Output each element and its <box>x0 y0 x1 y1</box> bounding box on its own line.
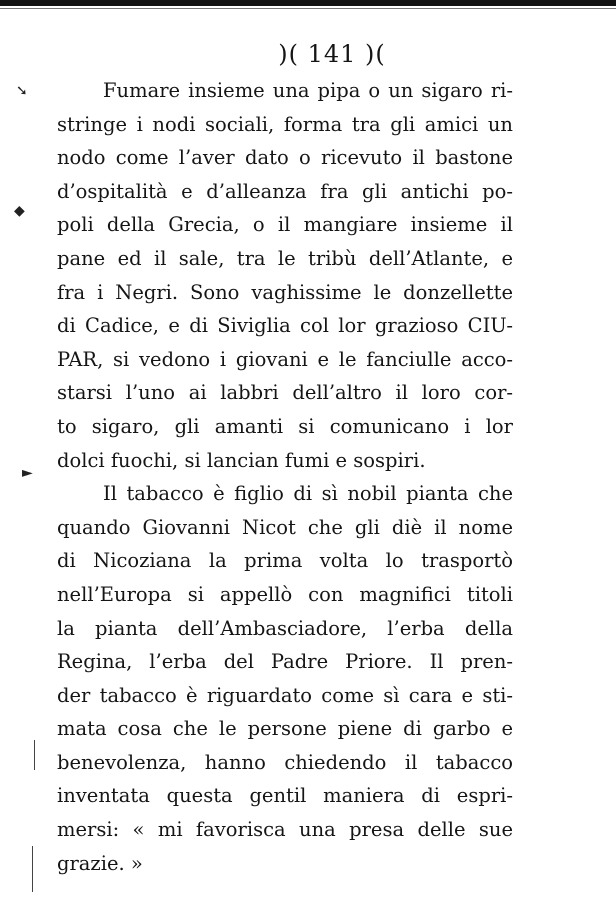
text-line: di Nicoziana la prima volta lo trasportò <box>57 549 513 573</box>
text-line: dolci fuochi, si lancian fumi e sospiri. <box>57 448 426 472</box>
text-line: quando Giovanni Nicot che gli diè il nome <box>57 515 513 539</box>
text-line: grazie. » <box>57 851 143 875</box>
text-line: Il tabacco è figlio di sì nobil pianta che <box>103 482 513 506</box>
text-line: fra i Negri. Sono vaghissime le donzellette <box>57 280 513 304</box>
paragraph-1 <box>57 74 513 477</box>
text-line: PAR, si vedono i giovani e le fanciulle acco- <box>57 347 513 371</box>
margin-line-mark <box>32 846 33 892</box>
text-line: la pianta dell’Ambasciadore, l’erba della <box>57 616 513 640</box>
text-line: stringe i nodi sociali, forma tra gli amici un <box>57 112 513 136</box>
text-line: Fumare insieme una pipa o un sigaro ri- <box>103 79 513 102</box>
text-line: poli della Grecia, o il mangiare insieme il <box>57 213 513 237</box>
text-line: mersi: « mi favorisca una presa delle sue <box>57 818 513 842</box>
text-line: der tabacco è riguardato come sì cara e sti- <box>57 683 513 707</box>
top-border-rule <box>0 0 616 6</box>
text-line: starsi l’uno ai labbri dell’altro il loro cor- <box>57 381 513 405</box>
margin-mark-arrow-icon: ➘ <box>16 83 28 99</box>
margin-line-mark <box>34 740 35 770</box>
text-line: pane ed il sale, tra le tribù dell’Atlante, e <box>57 246 513 270</box>
text-line: nodo come l’aver dato o ricevuto il bastone <box>57 146 513 170</box>
text-line: d’ospitalità e d’alleanza fra gli antichi po- <box>57 179 513 203</box>
text-line: mata cosa che le persone piene di garbo e <box>57 717 513 741</box>
top-border-thin-rule <box>0 8 616 9</box>
text-line: Regina, l’erba del Padre Priore. Il pren- <box>57 650 513 674</box>
text-line: benevolenza, hanno chiedendo il tabacco <box>57 750 513 774</box>
text-line: nell’Europa si appellò con magnifici titoli <box>57 582 513 606</box>
margin-mark-blot-icon: ◆ <box>14 203 25 219</box>
body-text <box>57 74 513 880</box>
text-line: to sigaro, gli amanti si comunicano i lor <box>57 414 513 438</box>
paragraph-2 <box>57 477 513 880</box>
text-line: di Cadice, e di Siviglia col lor grazioso CIU- <box>57 314 513 338</box>
text-line: inventata questa gentil maniera di espri- <box>57 784 513 808</box>
margin-mark-pointer-icon: ► <box>22 465 33 481</box>
page-number: )( 141 )( <box>278 40 386 68</box>
